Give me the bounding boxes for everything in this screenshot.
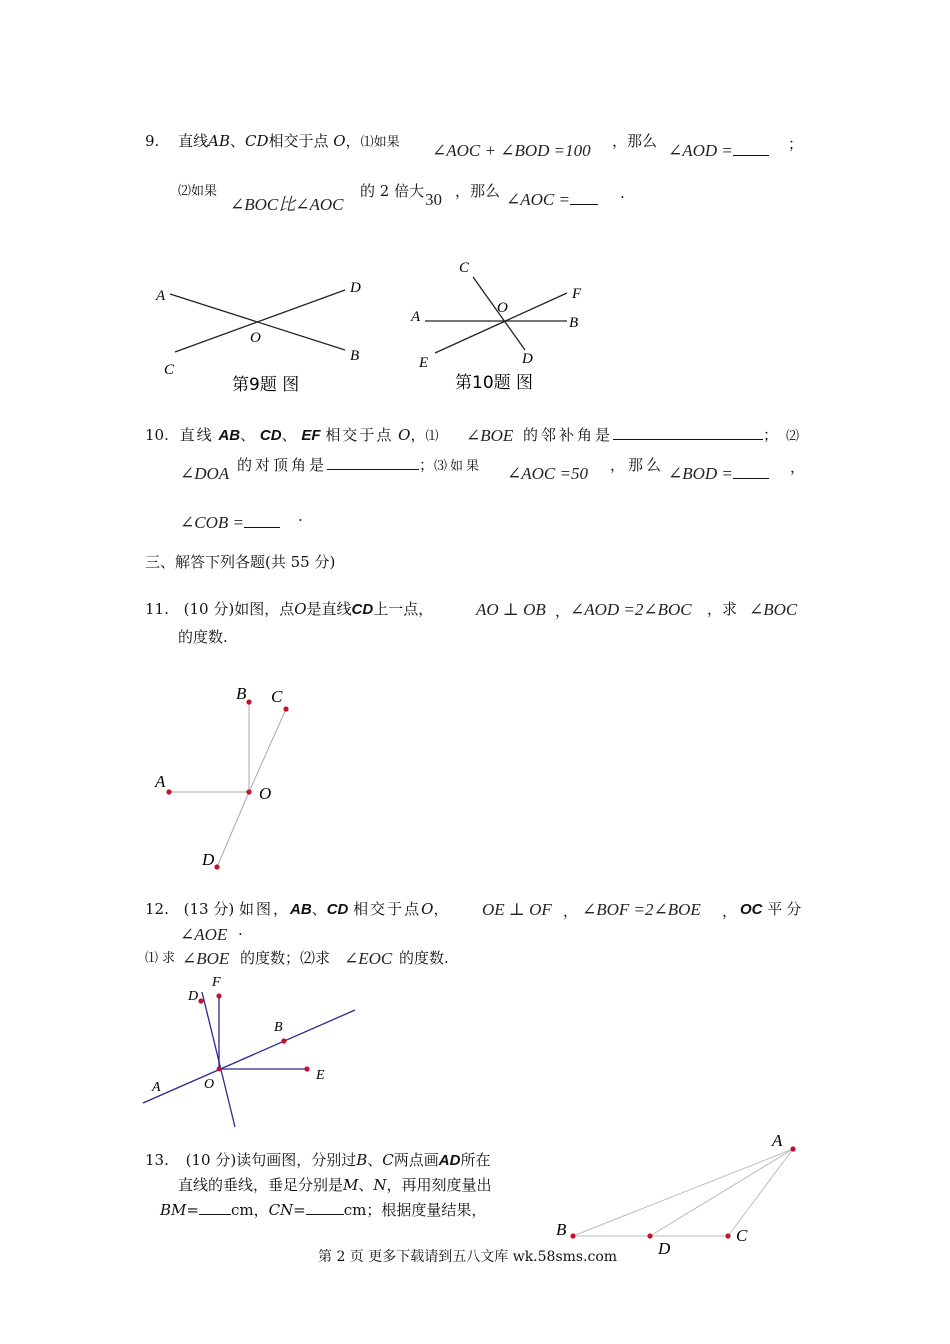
fig10-label-e: E bbox=[419, 355, 429, 371]
q13-cn: CN= bbox=[268, 1201, 306, 1219]
q9-twice: 的 2 倍大 bbox=[360, 182, 425, 200]
q11-comma: ， bbox=[555, 602, 571, 620]
fig13-point-b bbox=[570, 1233, 575, 1238]
q13-bm: BM= bbox=[160, 1201, 199, 1219]
q11-angle: ∠BOC bbox=[749, 600, 798, 619]
q10-cd: CD bbox=[259, 427, 282, 444]
q13-cm1: cm， bbox=[230, 1201, 269, 1219]
q10-pre: 直线 bbox=[179, 426, 214, 444]
q9-semi: ； bbox=[788, 135, 804, 153]
fig10-label-d: D bbox=[522, 351, 533, 367]
fig12-point-o bbox=[217, 1067, 222, 1072]
q12-line1: 12. (13 分) 如图，AB、CD 相交于点O， bbox=[145, 900, 449, 918]
q10-blank1[interactable] bbox=[613, 425, 763, 440]
fig10-label-o: O bbox=[497, 300, 508, 316]
fig9-label-o: O bbox=[250, 330, 261, 346]
q9-answer2 bbox=[506, 190, 598, 210]
q12-oc: OC bbox=[740, 901, 763, 918]
q10-sep2: 、 bbox=[281, 426, 297, 444]
fig11-segment-od bbox=[217, 792, 249, 867]
q9-part1: ⑴如果 bbox=[360, 135, 400, 150]
q12-line3 bbox=[145, 947, 175, 966]
q9-pre: 直线 bbox=[178, 132, 209, 150]
q10-part2: ⑵ bbox=[786, 429, 800, 444]
fig13-label-d: D bbox=[658, 1239, 671, 1258]
q10-part1: ⑴ bbox=[425, 429, 439, 444]
q9-part2: ⑵如果 bbox=[178, 184, 218, 199]
q12-score: (13 分) bbox=[183, 900, 235, 918]
q12-comma2: ， bbox=[722, 902, 738, 920]
q11-score: (10 分) bbox=[183, 600, 235, 618]
fig12-label-d: D bbox=[188, 989, 199, 1004]
fig12-point-b bbox=[281, 1038, 286, 1043]
fig11-label-d: D bbox=[202, 850, 215, 869]
q12-ab: AB bbox=[290, 901, 312, 918]
figure-9 bbox=[140, 270, 380, 400]
q12-number: 12. bbox=[145, 900, 169, 918]
q10-angle2: ∠DOA bbox=[180, 464, 230, 483]
q12-expr3: ∠AOE bbox=[180, 925, 228, 944]
q13-c: C bbox=[382, 1151, 394, 1169]
fig12-label-e: E bbox=[316, 1068, 325, 1083]
figure-12 bbox=[140, 972, 365, 1132]
q13-score: (10 分) bbox=[185, 1151, 237, 1169]
q11-number: 11. bbox=[145, 600, 169, 618]
fig10-label-c: C bbox=[459, 260, 470, 276]
fig10-caption: 第10题 图 bbox=[455, 373, 534, 393]
q12-expr1: OE ⊥ OF bbox=[482, 900, 552, 919]
fig13-segment-ad bbox=[650, 1149, 793, 1236]
fig9-label-d: D bbox=[350, 280, 361, 296]
q10-mid: 相交于点 bbox=[325, 426, 394, 444]
q9-then1: ，那么 bbox=[612, 132, 658, 150]
q12-comma1: ， bbox=[563, 902, 579, 920]
q13-line3 bbox=[160, 1199, 486, 1220]
fig12-label-o: O bbox=[204, 1077, 215, 1092]
q10-ab: AB bbox=[218, 427, 241, 444]
q9-blank2[interactable] bbox=[570, 190, 598, 205]
q10-sep1: 、 bbox=[240, 426, 256, 444]
fig13-point-d bbox=[647, 1233, 652, 1238]
fig13-point-a bbox=[790, 1146, 795, 1151]
q9-o: O bbox=[333, 132, 346, 150]
fig11-label-c: C bbox=[271, 687, 283, 706]
q10-then: ，那么 bbox=[610, 456, 665, 474]
fig10-label-b: B bbox=[569, 315, 579, 331]
q11-text1: 如图，点 bbox=[234, 600, 295, 618]
q13-b: B bbox=[356, 1151, 368, 1169]
q9-expr1: ∠AOC + ∠BOD =100 bbox=[432, 141, 591, 160]
q11-line1 bbox=[145, 598, 433, 619]
q12-expr2: ∠BOF =2∠BOE bbox=[582, 900, 701, 919]
figure-13 bbox=[550, 1128, 810, 1263]
q13-ad: AD bbox=[438, 1152, 461, 1169]
q10-ef: EF bbox=[301, 427, 321, 444]
fig9-label-a: A bbox=[156, 288, 166, 304]
q11-line2: 的度数. bbox=[178, 628, 228, 646]
q12-deg: 的度数；⑵求 bbox=[240, 949, 331, 967]
q9-cd: CD bbox=[244, 132, 269, 150]
q11-ask: ，求 bbox=[707, 600, 738, 618]
q9-number: 9. bbox=[145, 132, 160, 150]
q12-oc-bisect bbox=[740, 898, 805, 919]
fig11-point-b bbox=[246, 699, 251, 704]
q9-deg30: 30 bbox=[425, 190, 442, 209]
q12-deg2: 的度数. bbox=[399, 949, 449, 967]
q13-m: M bbox=[343, 1176, 359, 1194]
fig12-label-a: A bbox=[152, 1080, 161, 1095]
q13-line2-text: 直线的垂线，垂足分别是 bbox=[178, 1176, 344, 1194]
fig9-caption: 第9题 图 bbox=[232, 375, 300, 395]
fig12-line-ab bbox=[143, 1010, 355, 1103]
q12-angle1: ∠BOE bbox=[182, 949, 230, 968]
q13-line1: 13. (10 分)读句画图，分别过B、C两点画AD所在 bbox=[145, 1151, 491, 1169]
fig10-label-f: F bbox=[572, 286, 582, 302]
fig11-segment-oc bbox=[249, 709, 286, 792]
q9-then2: ，那么 bbox=[455, 182, 501, 200]
fig11-label-o: O bbox=[259, 784, 272, 803]
q10-adj-text: 的邻补角是 bbox=[523, 426, 614, 444]
q10-blank2[interactable] bbox=[327, 455, 419, 470]
figure-11 bbox=[145, 680, 325, 880]
fig13-label-a: A bbox=[772, 1131, 783, 1150]
q9-comma: ， bbox=[345, 132, 361, 150]
fig11-point-a bbox=[166, 789, 171, 794]
q10-blank4[interactable] bbox=[244, 513, 280, 528]
q9-answer1 bbox=[668, 141, 769, 161]
q10-expr3: ∠AOC =50 bbox=[507, 464, 588, 483]
q9-mid: 相交于点 bbox=[268, 132, 329, 150]
q11-cd: CD bbox=[351, 601, 374, 618]
q13-text1: 读句画图，分别过 bbox=[236, 1151, 357, 1169]
fig9-label-b: B bbox=[350, 348, 360, 364]
q12-mid: 相交于点 bbox=[353, 900, 422, 918]
fig13-label-c: C bbox=[736, 1226, 748, 1245]
q10-comma: ， bbox=[790, 458, 806, 476]
fig12-label-f: F bbox=[212, 975, 221, 990]
q9-expr2: ∠BOC比∠AOC bbox=[230, 195, 344, 214]
q10-part3: ⑶如果 bbox=[434, 459, 483, 474]
q12-o: O bbox=[421, 900, 434, 918]
fig11-point-c bbox=[283, 706, 288, 711]
figure-10 bbox=[405, 255, 605, 400]
q10-number: 10. bbox=[145, 426, 169, 444]
fig13-point-c bbox=[725, 1233, 730, 1238]
q9-line1 bbox=[145, 130, 400, 151]
q10-answer3-label: ∠BOD = bbox=[668, 464, 733, 483]
q10-angle1: ∠BOE bbox=[466, 426, 514, 445]
q12-cd: CD bbox=[326, 901, 349, 918]
fig11-label-b: B bbox=[236, 684, 247, 703]
q9-answer2-label: ∠AOC = bbox=[506, 190, 570, 209]
q11-expr1: AO ⊥ OB bbox=[476, 600, 546, 619]
q13-blank-bm[interactable] bbox=[199, 1200, 231, 1215]
q13-blank-cn[interactable] bbox=[306, 1200, 344, 1215]
q10-blank3[interactable] bbox=[733, 464, 769, 479]
fig12-label-b: B bbox=[274, 1020, 283, 1035]
q11-text3: 上一点， bbox=[373, 600, 434, 618]
q10-vert: 的对顶角是 ；⑶如果 bbox=[237, 456, 483, 474]
fig13-label-b: B bbox=[556, 1220, 567, 1239]
q9-blank1[interactable] bbox=[733, 141, 769, 156]
q10-adj: 的邻补角是 ； ⑵ bbox=[523, 426, 800, 444]
q13-two: 两点画 bbox=[393, 1151, 439, 1169]
q10-answer3 bbox=[668, 464, 769, 484]
q9-ab: AB bbox=[208, 132, 230, 150]
q11-o: O bbox=[294, 600, 307, 618]
q10-line1: 10. 直线 AB、 CD、 EF 相交于点 O，⑴ bbox=[145, 426, 439, 444]
q13-number: 13. bbox=[145, 1151, 169, 1169]
q12-bisect: 平分 bbox=[767, 900, 806, 918]
q10-dot: . bbox=[298, 507, 303, 525]
section-3-heading: 三、解答下列各题(共 55 分) bbox=[145, 553, 336, 571]
q12-text1: 如图， bbox=[238, 900, 290, 918]
q9-answer1-label: ∠AOD = bbox=[668, 141, 733, 160]
q13-n: N bbox=[373, 1176, 387, 1194]
fig9-label-c: C bbox=[164, 362, 175, 378]
q13-cm2: cm；根据度量结果， bbox=[343, 1201, 487, 1219]
fig11-point-o bbox=[246, 789, 251, 794]
q13-tail: 所在 bbox=[460, 1151, 491, 1169]
q12-angle2: ∠EOC bbox=[344, 949, 393, 968]
q12-part1: ⑴ 求 bbox=[145, 951, 176, 966]
fig11-point-d bbox=[214, 864, 219, 869]
fig10-label-a: A bbox=[411, 309, 421, 325]
q10-vert-text: 的对顶角是 bbox=[237, 456, 328, 474]
fig11-label-a: A bbox=[155, 772, 166, 791]
q10-answer4 bbox=[180, 513, 280, 533]
q10-o: O bbox=[398, 426, 411, 444]
fig12-point-f bbox=[216, 993, 221, 998]
q13-line2: 直线的垂线，垂足分别是M、N，再用刻度量出 bbox=[178, 1176, 492, 1194]
page-footer: 第 2 页 更多下载请到五八文库 wk.58sms.com bbox=[318, 1249, 618, 1265]
q11-text2: 是直线 bbox=[306, 600, 352, 618]
q10-answer4-label: ∠COB = bbox=[180, 513, 244, 532]
q13-line2b: ，再用刻度量出 bbox=[386, 1176, 492, 1194]
q9-dot: . bbox=[620, 184, 625, 202]
q9-sep: 、 bbox=[229, 132, 245, 150]
q11-expr2: ∠AOD =2∠BOC bbox=[570, 600, 692, 619]
fig12-point-d bbox=[198, 998, 203, 1003]
fig12-point-e bbox=[304, 1066, 309, 1071]
q12-period: . bbox=[238, 921, 243, 939]
